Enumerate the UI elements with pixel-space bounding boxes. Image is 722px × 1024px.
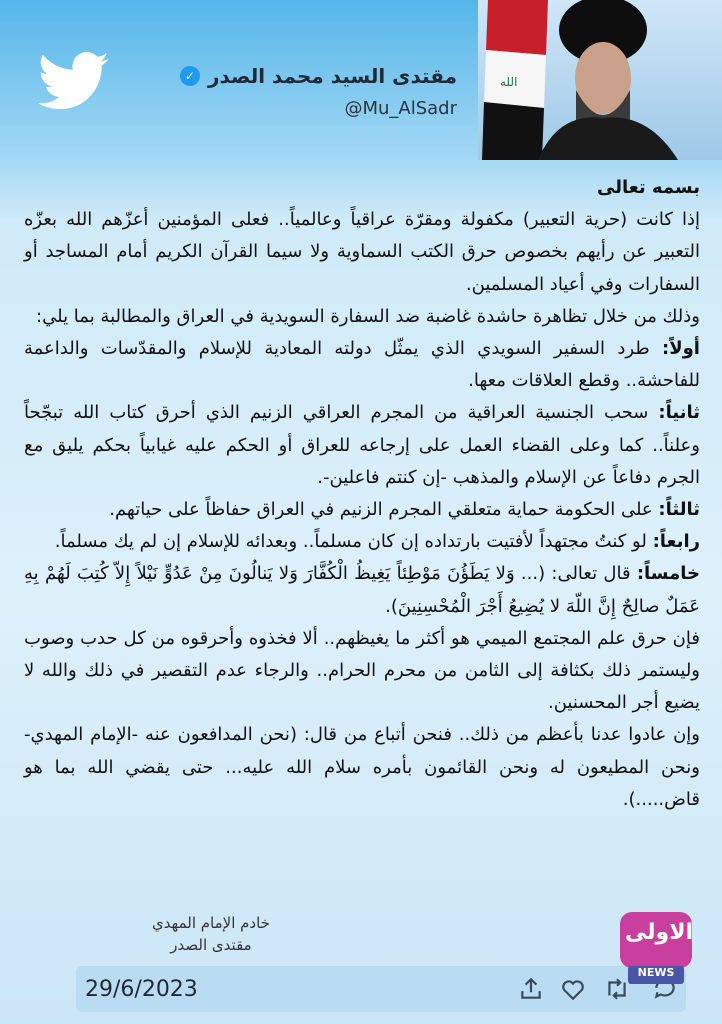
paragraph-1: إذا كانت (حرية التعبير) مكفولة ومقرّة عراقياً وعالمياً.. فعلى المؤمنين أعزّهم الله بعزّه التعبير عن رأيهم بخصوص حرق الكتب السماوية ولا سيما القرآن الكريم أمام المساجد أو السفارات وفي أعياد المسلمين. xyxy=(24,209,700,295)
signature-line-2: مقتدى الصدر xyxy=(170,936,252,954)
point-4 xyxy=(24,526,700,558)
tweet-header xyxy=(0,0,722,160)
share-icon[interactable] xyxy=(518,976,544,1002)
point-2-label: ثانياً: xyxy=(658,402,700,424)
point-5-text: قال تعالى: (... وَلا يَطَؤُنَ مَوْطِئاً يَغِيظُ الْكُفَّارَ وَلا يَنالُونَ مِنْ عَدُوٍّ نَيْلاً إِلاّ كُتِبَ لَهُمْ بِهِ عَمَلٌ صالِحٌ إِنَّ اللّهَ لا يُضِيعُ أَجْرَ الْمُحْسِنِينَ). xyxy=(24,563,700,617)
point-4-text: لو كنتُ مجتهداً لأفتيت بارتداده إن كان مسلماً.. وبعدائه للإسلام إن لم يك مسلماً. xyxy=(54,531,647,553)
paragraph-4: وإن عادوا عدنا بأعظم من ذلك.. فنحن أتباع من قال: (نحن المدافعون عنه -الإمام المهدي- ونحن المطيعون له ونحن القائمون بأمره سلام الله عليه... حتى يقضي الله بما هو قاض.....). xyxy=(24,724,700,810)
point-5 xyxy=(24,558,700,622)
greeting xyxy=(24,172,700,204)
point-1 xyxy=(24,333,700,397)
signature-line-1: خادم الإمام المهدي xyxy=(152,914,270,932)
point-2-text: سحب الجنسية العراقية من المجرم العراقي الزنيم الذي أحرق كتاب الله تبجّحاً وعلناً.. كما وعلى القضاء العمل على إرجاعه للعراق أو الحكم عليه غيابياً بحكم يليق مع الجرم دفاعاً عن الإسلام والمذهب -إن كنتم فاعلين-. xyxy=(24,402,700,488)
like-heart-icon[interactable] xyxy=(560,976,586,1002)
point-4-label: رابعاً: xyxy=(652,531,700,553)
signature xyxy=(128,912,294,956)
tweet-body xyxy=(24,172,700,816)
point-3-text: على الحكومة حماية متعلقي المجرم الزنيم في العراق حفاظاً على حياتهم. xyxy=(109,499,653,521)
verified-badge-icon: ✓ xyxy=(180,66,200,86)
point-3 xyxy=(24,494,700,526)
paragraph-2: وذلك من خلال تظاهرة حاشدة غاضبة ضد السفارة السويدية في العراق والمطالبة بما يلي: xyxy=(36,305,700,327)
point-1-label: أولاً: xyxy=(662,338,700,360)
paragraph-3: فإن حرق علم المجتمع الميمي هو أكثر ما يغيظهم.. ألا فخذوه وأحرقوه من كل حدب وصوب وليستمر ذلك بكثافة إلى الثامن من محرم الحرام.. والرجاء عدم التقصير في ذلك والله لا يضيع أجر المحسنين. xyxy=(24,627,700,714)
svg-text:الله: الله xyxy=(500,75,518,89)
watermark-brand-text: الاولى xyxy=(625,920,694,945)
profile-photo xyxy=(478,0,722,160)
point-3-label: ثالثاً: xyxy=(658,499,700,521)
author-row xyxy=(180,64,457,88)
post-date: 29/6/2023 xyxy=(85,977,198,1002)
author-name[interactable]: مقتدى السيد محمد الصدر xyxy=(207,64,457,88)
point-5-label: خامساً: xyxy=(636,563,700,585)
author-handle[interactable]: @Mu_AlSadr xyxy=(344,98,457,119)
point-1-text: طرد السفير السويدي الذي يمثّل دولته المعادية للإسلام والمقدّسات والداعمة للفاحشة.. وقطع العلاقات معها. xyxy=(24,338,700,392)
watermark-news-label: NEWS xyxy=(637,966,675,979)
point-2 xyxy=(24,397,700,494)
greeting-text: بسمه تعالى xyxy=(597,177,700,198)
twitter-bird-icon xyxy=(36,52,112,112)
